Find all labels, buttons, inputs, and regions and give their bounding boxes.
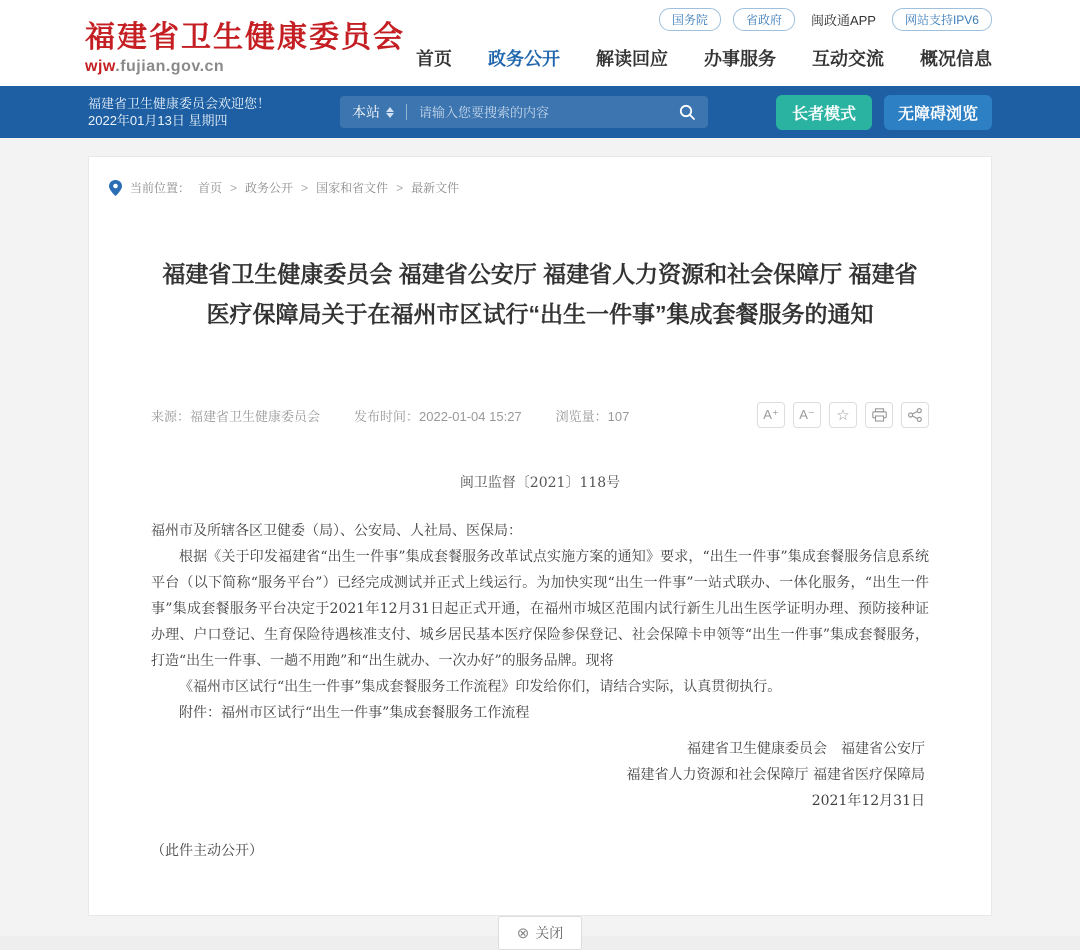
signature-line: 福建省卫生健康委员会 福建省公安厅 (687, 741, 925, 757)
meta-publish-time: 发布时间：2022-01-04 15:27 (354, 408, 522, 424)
font-increase-button[interactable]: A⁺ (757, 402, 785, 428)
accessibility-button[interactable]: 无障碍浏览 (884, 95, 992, 130)
signature-block (151, 736, 929, 814)
breadcrumb-home[interactable]: 首页 (198, 181, 223, 195)
logo-url (85, 58, 405, 76)
nav-gov-affairs[interactable]: 政务公开 (488, 49, 560, 69)
meta-views: 浏览量：107 (555, 408, 630, 424)
welcome-text: 福建省卫生健康委员会欢迎您！ (88, 96, 271, 111)
nav-interpretation[interactable]: 解读回应 (596, 49, 668, 69)
search-divider (406, 104, 407, 120)
search-scope-label: 本站 (352, 104, 380, 120)
breadcrumb-documents[interactable]: 国家和省文件 (316, 181, 389, 195)
link-provincial-gov[interactable]: 省政府 (733, 8, 795, 31)
body-paragraph: 福州市及所辖各区卫健委（局）、公安局、人社局、医保局： (151, 523, 522, 539)
breadcrumb-separator: > (301, 180, 309, 195)
current-date: 2022年01月13日 星期四 (88, 113, 228, 128)
breadcrumb-separator: > (230, 180, 238, 195)
link-minzhengtong-app[interactable]: 闽政通APP (810, 13, 876, 28)
location-pin-icon (109, 180, 122, 196)
attachment-line: 附件：福州市区试行“出生一件事”集成套餐服务工作流程 (179, 705, 530, 721)
font-decrease-button[interactable]: A⁻ (793, 402, 821, 428)
link-state-council[interactable]: 国务院 (659, 8, 721, 31)
main-nav (416, 45, 992, 71)
site-header (0, 0, 1080, 86)
link-ipv6-support[interactable]: 网站支持IPV6 (892, 8, 992, 31)
scope-arrows-icon (386, 107, 394, 118)
search-scope-select[interactable] (352, 102, 394, 122)
share-button[interactable] (901, 402, 929, 428)
body-paragraph: 根据《关于印发福建省“出生一件事”集成套餐服务改革试点实施方案的通知》要求，“出生一件事”集成套餐服务信息系统平台（以下简称“服务平台”）已经完成测试并正式上线运行。为加快实现“出生一件事”一站式联办、一体化服务，“出生一件事”集成套餐服务平台决定于2021年12月31日起正式开通，在福州市城区范围内试行新生儿出生医学证明办理、预防接种证办理、户口登记、生育保险待遇核准支付、城乡居民基本医疗保险参保登记、社会保障卡申领等“出生一件事”集成套餐服务，打造“出生一件事、一趟不用跑”和“出生就办、一次办好”的服务品牌。现将 (151, 549, 929, 669)
elder-mode-button[interactable]: 长者模式 (776, 95, 872, 130)
favorite-button[interactable] (829, 402, 857, 428)
body-paragraph: 《福州市区试行“出生一件事”集成套餐服务工作流程》印发给你们，请结合实际，认真贯彻执行。 (179, 679, 782, 695)
nav-home[interactable]: 首页 (416, 49, 452, 69)
search-icon (678, 103, 696, 121)
close-label: 关闭 (535, 925, 564, 941)
site-logo[interactable] (85, 12, 405, 76)
breadcrumb-prefix: 当前位置： (130, 181, 191, 195)
signature-date: 2021年12月31日 (811, 793, 925, 809)
close-button[interactable] (498, 916, 583, 950)
quick-links (416, 8, 992, 31)
logo-url-domain: .fujian.gov.cn (115, 58, 225, 75)
breadcrumb (109, 157, 929, 196)
share-icon (908, 408, 922, 422)
top-blue-bar (0, 86, 1080, 138)
document-number: 闽卫监督〔2021〕118号 (459, 475, 621, 491)
close-icon: ⊗ (516, 925, 530, 942)
nav-overview[interactable]: 概况信息 (920, 49, 992, 69)
meta-source: 来源：福建省卫生健康委员会 (151, 408, 321, 424)
star-icon: ☆ (836, 407, 850, 424)
nav-services[interactable]: 办事服务 (704, 49, 776, 69)
disclosure-note: （此件主动公开） (151, 843, 263, 859)
logo-title: 福建省卫生健康委员会 (85, 21, 405, 54)
page-title: 福建省卫生健康委员会 福建省公安厅 福建省人力资源和社会保障厅 福建省医疗保障局关于在福州市区试行“出生一件事”集成套餐服务的通知 (162, 261, 918, 327)
article-tools (757, 402, 929, 428)
article-meta-row (151, 402, 929, 428)
breadcrumb-separator: > (396, 180, 404, 195)
search-input[interactable] (419, 105, 678, 120)
content-background (0, 138, 1080, 942)
article-card (88, 156, 992, 942)
breadcrumb-gov-affairs[interactable]: 政务公开 (245, 181, 294, 195)
signature-line: 福建省人力资源和社会保障厅 福建省医疗保障局 (626, 767, 925, 783)
nav-interaction[interactable]: 互动交流 (812, 49, 884, 69)
logo-url-prefix: wjw (85, 58, 116, 75)
search-box (340, 96, 708, 128)
breadcrumb-latest[interactable]: 最新文件 (411, 181, 460, 195)
article-body (151, 518, 929, 726)
print-button[interactable] (865, 402, 893, 428)
search-button[interactable] (678, 103, 696, 121)
welcome-block (88, 95, 340, 129)
printer-icon (872, 408, 887, 422)
